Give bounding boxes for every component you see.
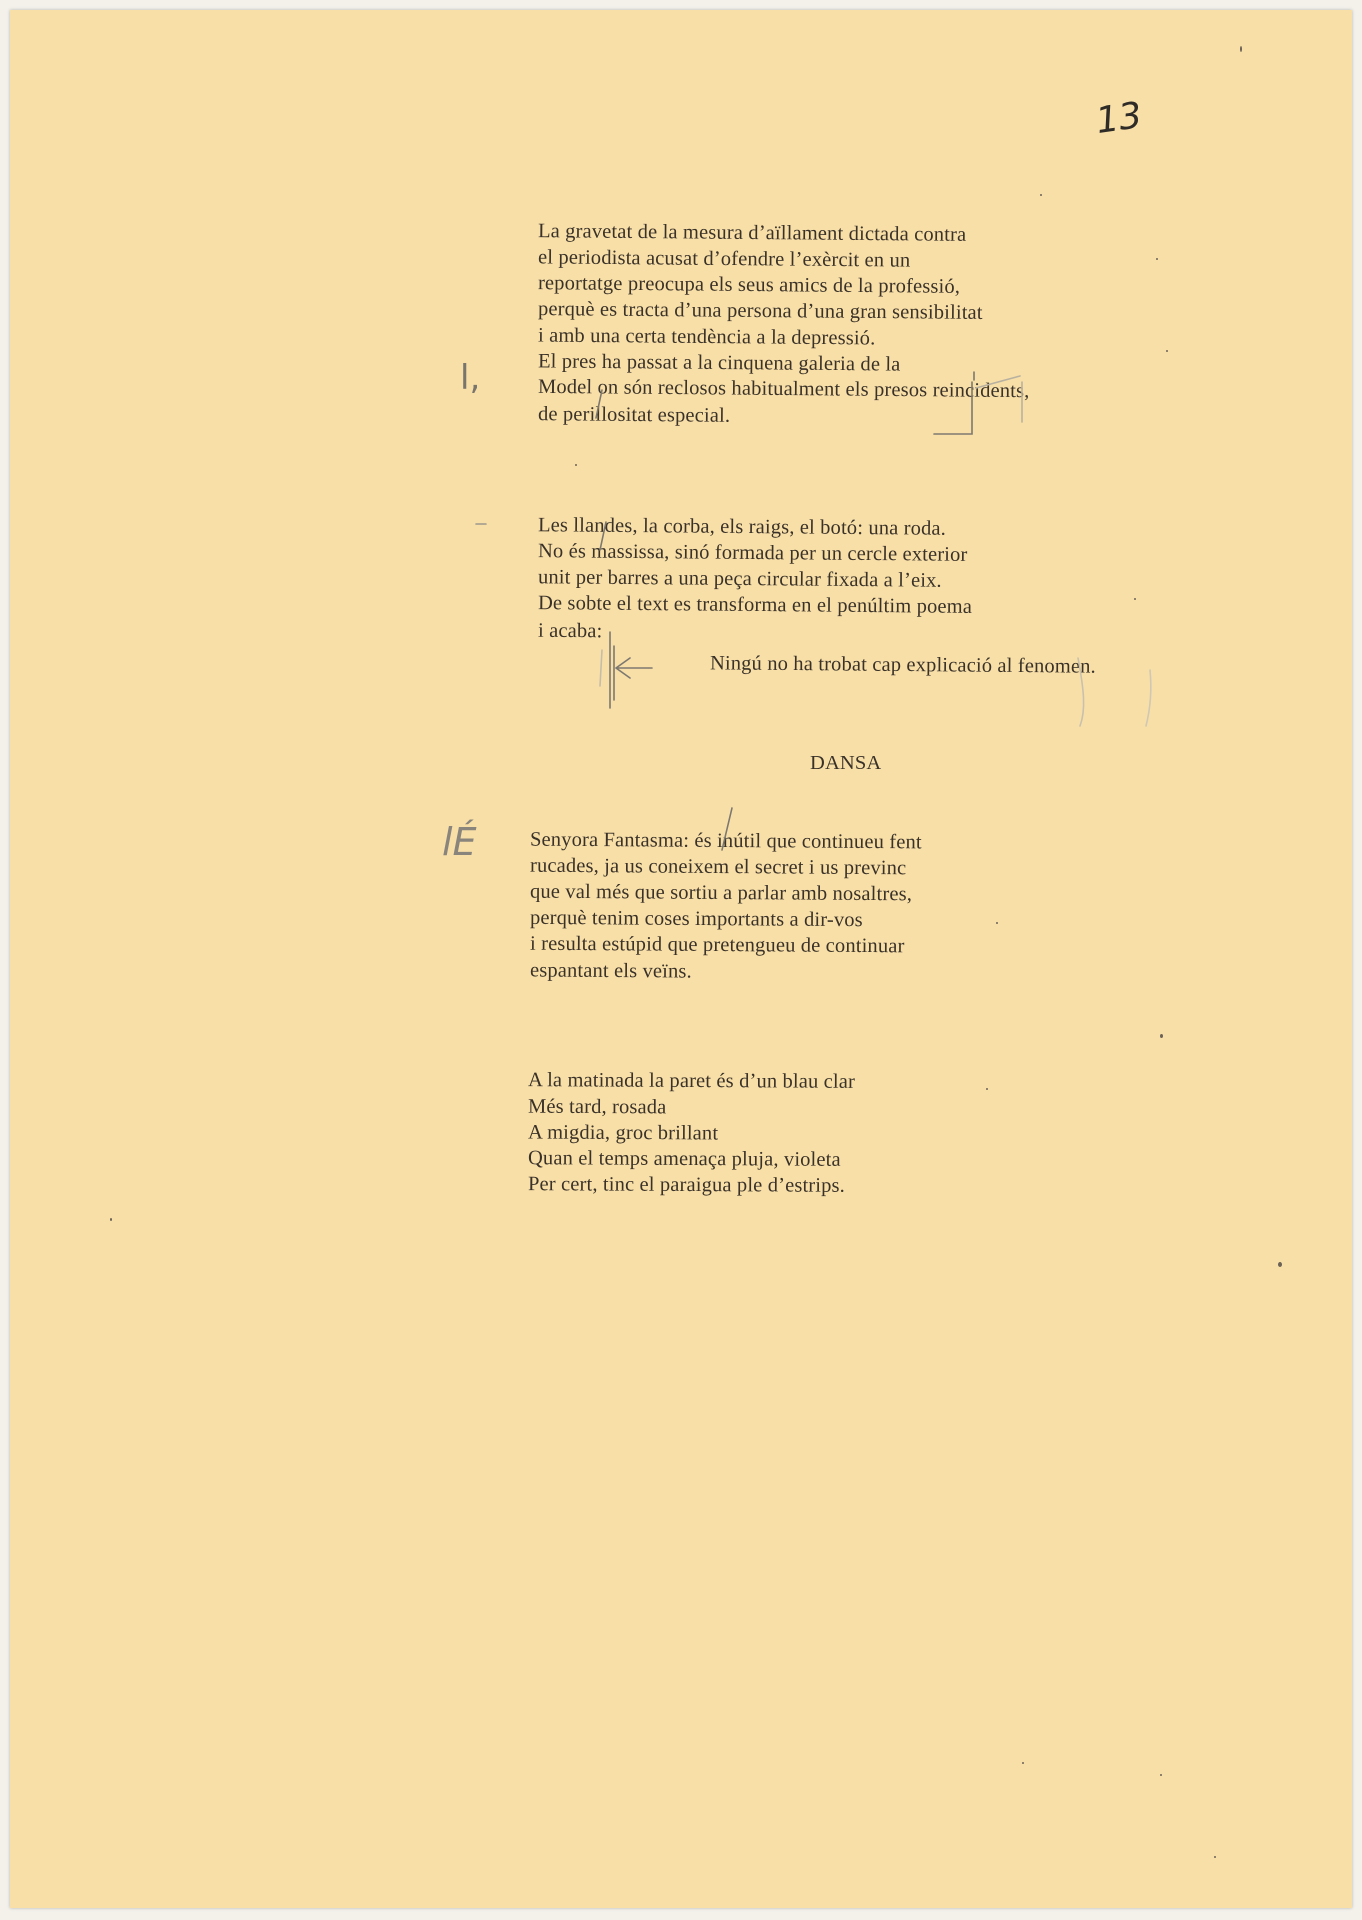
dust-speck xyxy=(1040,194,1042,196)
text-line: De sobte el text es transforma en el penúltim poema xyxy=(537,592,973,618)
text-line: el periodista acusat d’ofendre l’exèrcit en un xyxy=(537,246,911,272)
text-line: i acaba: xyxy=(537,619,603,643)
text-line: El pres ha passat a la cinquena galeria de la xyxy=(537,350,901,376)
text-line: espantant els veïns. xyxy=(529,959,692,983)
text-line: rucades, ja us coneixem el secret i us previnc xyxy=(529,854,907,880)
dust-speck xyxy=(1156,258,1158,260)
dust-speck xyxy=(986,1088,988,1090)
margin-mark-1: l, xyxy=(460,358,481,398)
text-line: Més tard, rosada xyxy=(527,1095,667,1119)
poem-title: DANSA xyxy=(810,752,882,774)
dust-speck xyxy=(110,1218,112,1221)
document-page xyxy=(10,10,1352,1908)
text-line: La gravetat de la mesura d’aïllament dictada contra xyxy=(537,220,967,246)
text-line: reportatge preocupa els seus amics de la professió, xyxy=(537,272,961,298)
text-line: Les llandes, la corba, els raigs, el botó: una roda. xyxy=(537,514,947,540)
dust-speck xyxy=(1134,598,1136,600)
text-line: perquè es tracta d’una persona d’una gran sensibilitat xyxy=(537,298,983,324)
text-line: A migdia, groc brillant xyxy=(527,1121,719,1145)
margin-mark-2: lÉ xyxy=(442,820,477,864)
text-line: i resulta estúpid que pretengueu de continuar xyxy=(529,932,905,958)
text-line: Per cert, tinc el paraigua ple d’estrips. xyxy=(527,1173,846,1197)
dust-speck xyxy=(1240,46,1242,52)
dust-speck xyxy=(1022,1762,1024,1764)
text-line: que val més que sortiu a parlar amb nosaltres, xyxy=(529,880,913,906)
pencil-faint-curve xyxy=(1146,670,1151,726)
text-line: Senyora Fantasma: és inútil que continueu fent xyxy=(529,828,922,854)
text-line: Quan el temps amenaça pluja, violeta xyxy=(527,1147,841,1171)
dust-speck xyxy=(1278,1262,1282,1267)
pencil-faint-mark xyxy=(600,650,602,686)
indented-line: Ningú no ha trobat cap explicació al fenomen. xyxy=(709,652,1096,678)
text-line: i amb una certa tendència a la depressió. xyxy=(537,324,876,350)
dust-speck xyxy=(996,922,998,924)
pencil-arrow-mark xyxy=(610,632,652,708)
text-line: No és massissa, sinó formada per un cercle exterior xyxy=(537,540,968,566)
text-line: A la matinada la paret és d’un blau clar xyxy=(527,1069,856,1093)
text-line: Model on són reclosos habitualment els presos reincidents, xyxy=(537,375,1030,403)
dust-speck xyxy=(1160,1774,1162,1776)
dust-speck xyxy=(575,464,577,466)
text-line: de perillositat especial. xyxy=(537,403,731,427)
text-line: unit per barres a una peça circular fixada a l’eix. xyxy=(537,566,942,592)
text-line: perquè tenim coses importants a dir-vos xyxy=(529,906,863,932)
dust-speck xyxy=(1160,1034,1163,1038)
page-number: 13 xyxy=(1093,95,1145,142)
dust-speck xyxy=(1166,350,1168,352)
dust-speck xyxy=(1214,1856,1216,1858)
